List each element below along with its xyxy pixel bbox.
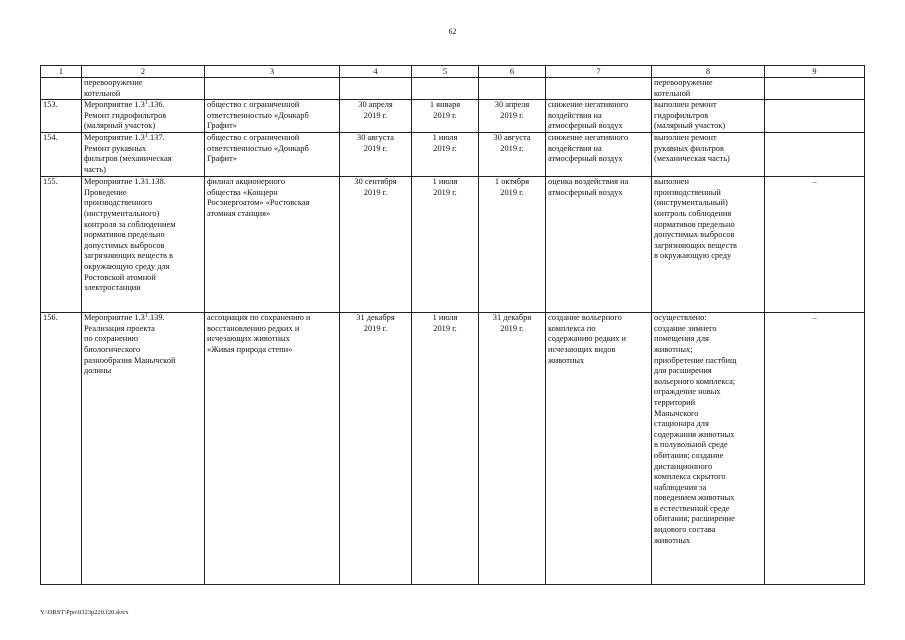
note-cell (765, 100, 865, 133)
text-line: 2019 г. (433, 143, 457, 153)
note-cell (765, 133, 865, 177)
file-path-footer: Y:\ORST\Ppo\0323p220.f20.docx (40, 609, 129, 616)
text-line: дистанционного (654, 461, 713, 471)
text-line: Ростовской атомной (84, 272, 156, 282)
text-line: животных (548, 355, 585, 365)
result-cell (546, 177, 652, 313)
text-line: окружающую среду для (84, 261, 170, 271)
note-cell: – (765, 177, 865, 313)
text-line: 31 декабря (356, 313, 395, 323)
text-line: 2019 г. (433, 110, 457, 120)
text-line: контроль соблюдения (654, 208, 732, 218)
text-line: 1 июля (432, 133, 458, 143)
note-cell: – (765, 313, 865, 585)
text-line: 2019 г. (433, 323, 457, 333)
text-line: производственный (654, 187, 721, 197)
measure-suffix: .136. (147, 100, 165, 110)
text-line: оценка воздействия на (548, 177, 629, 187)
executor-cell (205, 313, 340, 585)
text-line: вольерного комплекса; (654, 376, 736, 386)
text-line: 1 октября (494, 177, 530, 187)
start-date-cell (412, 100, 479, 133)
end-date-cell (479, 177, 546, 313)
text-line: 2019 г. (433, 187, 457, 197)
text-line: рукавных фильтров (654, 143, 724, 153)
start-date-cell (412, 177, 479, 313)
text-line: воздействия на (548, 110, 602, 120)
end-date-cell (479, 313, 546, 585)
text-line: 30 апреля (494, 100, 530, 110)
text-line: обитания; расширение (654, 514, 735, 524)
text-line: обитания; создание (654, 450, 724, 460)
text-line: комплекса скрытого (654, 472, 726, 482)
text-line: Реализация проекта (84, 323, 155, 333)
status-cell (652, 133, 765, 177)
continued-status (652, 78, 765, 100)
text-line: нормативов предельно (654, 219, 735, 229)
text-line: ограждение новых (654, 387, 721, 397)
measure-title (84, 133, 202, 144)
table-row (41, 133, 865, 177)
text-line: Ремонт гидрофильтров (84, 110, 167, 120)
text-line: общество с ограниченной (207, 133, 300, 143)
text-line: (инструментального) (84, 208, 160, 218)
text-line: 1 января (429, 100, 461, 110)
measure-cell (82, 313, 205, 585)
text-line: в естественной среде (654, 503, 730, 513)
measure-prefix: Мероприятие 1.3 (84, 133, 145, 143)
measure-superscript: 1 (144, 133, 148, 140)
text-line: приобретение пастбищ (654, 355, 737, 365)
executor-cell (205, 133, 340, 177)
text-line: атомная станция» (207, 208, 271, 218)
continued-row (41, 78, 865, 100)
row-number: 156. (41, 313, 82, 585)
text-line: допустимых выбросов (84, 240, 165, 250)
text-line: для расширения (654, 366, 712, 376)
events-table (40, 65, 865, 585)
text-line: помещения для (654, 334, 709, 344)
text-line: атмосферный воздух (548, 187, 623, 197)
column-header-5: 5 (412, 66, 479, 78)
text-line: снижение негативного (548, 133, 629, 143)
text-line: перевооружение (654, 78, 713, 87)
text-line: стационара для (654, 419, 709, 429)
text-line: выполнен ремонт (654, 100, 717, 110)
text-line: производственного (84, 198, 153, 208)
text-line: 30 августа (357, 133, 394, 143)
text-line: загрязняющих веществ в (84, 251, 173, 261)
text-line: Ремонт рукавных (84, 143, 147, 153)
text-line: территорий (654, 397, 696, 407)
column-header-9: 9 (765, 66, 865, 78)
text-line: животных (654, 535, 691, 545)
table-row (41, 100, 865, 133)
text-line: 1 июля (432, 177, 458, 187)
text-line: создание вольерного (548, 313, 622, 323)
column-header-8: 8 (652, 66, 765, 78)
text-line: 30 апреля (358, 100, 393, 110)
result-cell (546, 313, 652, 585)
text-line: 30 августа (493, 133, 531, 143)
page-number: 62 (448, 27, 457, 36)
measure-prefix: Мероприятие 1.31.138. (84, 177, 166, 187)
text-line: фильтров (механическая (84, 154, 172, 164)
end-date-cell (479, 100, 546, 133)
text-line: загрязняющих веществ (654, 240, 737, 250)
text-line: контроля за соблюдением (84, 219, 176, 229)
text-line: 2019 г. (500, 110, 524, 120)
text-line: 1 июля (432, 313, 458, 323)
text-line: ответственностью «Донкарб (207, 110, 309, 120)
planned-date-cell (340, 177, 412, 313)
column-header-2: 2 (82, 66, 205, 78)
result-cell (546, 133, 652, 177)
text-line: 2019 г. (363, 323, 388, 333)
row-number: 154. (41, 133, 82, 177)
text-line: Графит» (207, 154, 237, 164)
text-line: (малярный участок) (654, 121, 726, 131)
continued-measure (82, 78, 205, 100)
text-line: нормативов предельно (84, 230, 165, 240)
text-line: 2019 г. (363, 143, 388, 153)
text-line: Росэнергоатом» «Ростовская (207, 198, 310, 208)
status-cell (652, 100, 765, 133)
text-line: в полувольной среде (654, 440, 728, 450)
row-number: 153. (41, 100, 82, 133)
measure-superscript: 1 (144, 100, 148, 107)
text-line: 2019 г. (363, 187, 388, 197)
measure-suffix: .137. (147, 133, 165, 143)
text-line: ответственностью «Донкарб (207, 143, 309, 153)
measure-title (84, 313, 202, 324)
text-line: гидрофильтров (654, 110, 709, 120)
text-line: Манычского (654, 408, 699, 418)
text-line: животных; (654, 344, 693, 354)
text-line: поведением животных (654, 493, 735, 503)
column-header-7: 7 (546, 66, 652, 78)
text-line: по сохранению (84, 334, 138, 344)
measure-prefix: Мероприятие 1.3 (84, 313, 145, 323)
executor-cell (205, 100, 340, 133)
text-line: биологического (84, 344, 141, 354)
planned-date-cell (340, 100, 412, 133)
measure-cell (82, 100, 205, 133)
column-header-4: 4 (340, 66, 412, 78)
text-line: ассоциация по сохранению и (207, 313, 311, 323)
text-line: содержания животных (654, 429, 735, 439)
planned-date-cell (340, 313, 412, 585)
text-line: исчезающих животных (207, 334, 290, 344)
text-line: котельной (654, 88, 691, 98)
start-date-cell (412, 313, 479, 585)
column-header-1: 1 (41, 66, 82, 78)
table-row (41, 177, 865, 313)
text-line: выполнен (654, 177, 690, 187)
column-header-3: 3 (205, 66, 340, 78)
text-line: 31 декабря (492, 313, 532, 323)
text-line: исчезающих видов (548, 344, 616, 354)
text-line: Графит» (207, 121, 237, 131)
text-line: допустимых выбросов (654, 230, 735, 240)
text-line: электростанции (84, 283, 141, 293)
end-date-cell (479, 133, 546, 177)
text-line: комплекса по (548, 323, 596, 333)
table-row (41, 313, 865, 585)
text-line: в окружающую среду (654, 251, 732, 261)
text-line: (малярный участок) (84, 121, 156, 131)
executor-cell (205, 177, 340, 313)
text-line: Проведение (84, 187, 127, 197)
text-line: 2019 г. (500, 187, 524, 197)
text-line: снижение негативного (548, 100, 629, 110)
header-row (41, 66, 865, 78)
measure-cell (82, 177, 205, 313)
status-cell (652, 177, 765, 313)
text-line: котельной (84, 88, 121, 98)
text-line: 2019 г. (500, 323, 524, 333)
text-line: 2019 г. (500, 143, 524, 153)
text-line: общество с ограниченной (207, 100, 300, 110)
text-line: перевооружение (84, 78, 143, 87)
text-line: долины (84, 366, 112, 376)
text-line: общества «Концерн (207, 187, 278, 197)
text-line: (инструментальный) (654, 198, 728, 208)
start-date-cell (412, 133, 479, 177)
text-line: 2019 г. (363, 110, 388, 120)
status-cell (652, 313, 765, 585)
text-line: 30 сентября (354, 177, 397, 187)
text-line: осуществлено: (654, 313, 707, 323)
text-line: воздействия на (548, 143, 602, 153)
measure-title (84, 177, 202, 188)
planned-date-cell (340, 133, 412, 177)
text-line: атмосферный воздух (548, 121, 623, 131)
text-line: видового состава (654, 525, 716, 535)
measure-prefix: Мероприятие 1.3 (84, 100, 145, 110)
text-line: филиал акционерного (207, 177, 286, 187)
text-line: часть) (84, 164, 106, 174)
column-header-6: 6 (479, 66, 546, 78)
text-line: восстановлению редких и (207, 323, 300, 333)
measure-superscript: 1 (144, 313, 148, 320)
text-line: атмосферный воздух (548, 154, 623, 164)
text-line: выполнен ремонт (654, 133, 717, 143)
text-line: наблюдения за (654, 482, 707, 492)
text-line: разнообразия Манычской (84, 355, 176, 365)
text-line: (механическая часть) (654, 154, 730, 164)
measure-cell (82, 133, 205, 177)
measure-suffix: .139. (147, 313, 165, 323)
result-cell (546, 100, 652, 133)
measure-title (84, 100, 202, 111)
text-line: «Живая природа степи» (207, 344, 293, 354)
row-number: 155. (41, 177, 82, 313)
text-line: создание зимнего (654, 323, 717, 333)
text-line: содержанию редких и (548, 334, 627, 344)
